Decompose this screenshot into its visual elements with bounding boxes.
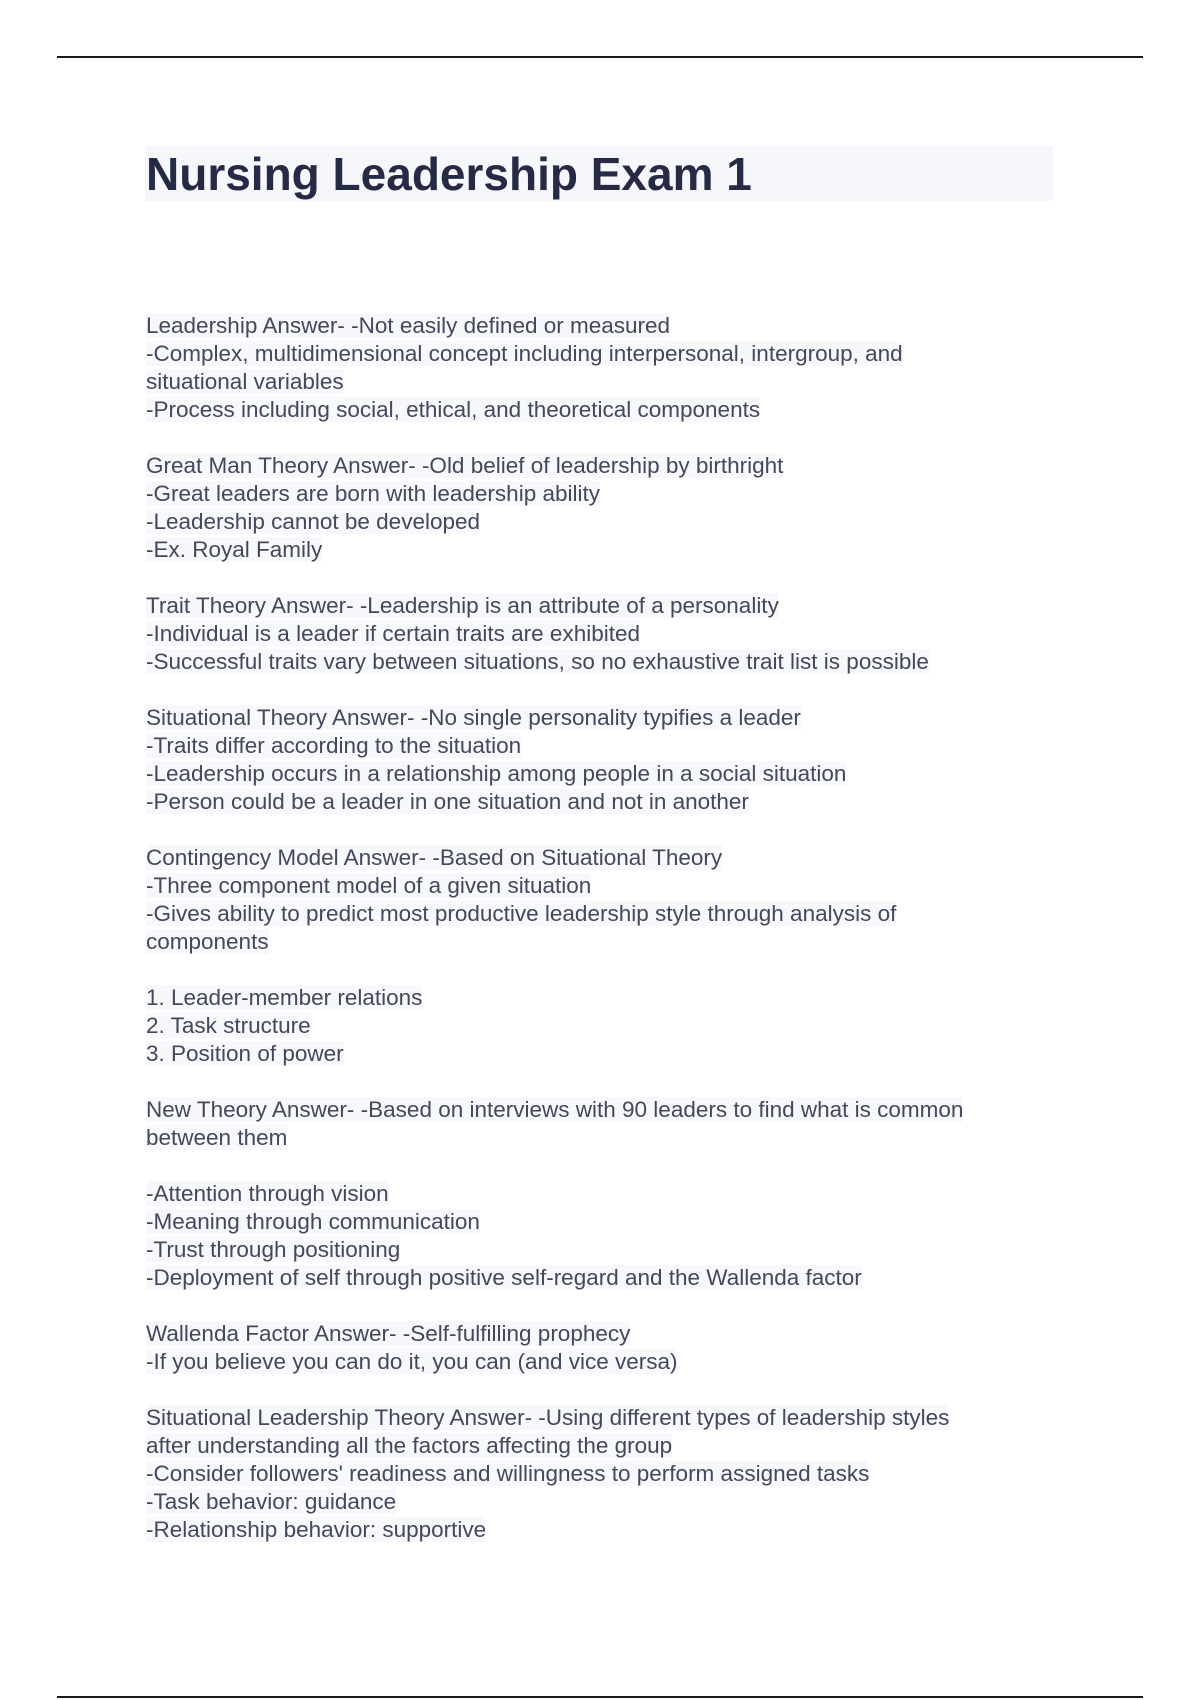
entry-line-text: components (146, 929, 269, 954)
entry-line (146, 536, 1066, 564)
entry-line-text: Leadership Answer- -Not easily defined or measured (146, 313, 671, 338)
entry-line-text: -Successful traits vary between situations, so no exhaustive trait list is possible (146, 649, 929, 674)
entry-line-text: -Attention through vision (146, 1181, 389, 1206)
top-divider (57, 56, 1143, 58)
qa-entry (146, 452, 1066, 564)
qa-entry (146, 984, 1066, 1068)
bottom-divider (57, 1696, 1143, 1698)
entry-line (146, 704, 1066, 732)
entry-line (146, 1180, 1066, 1208)
entry-line-text: -Consider followers' readiness and willingness to perform assigned tasks (146, 1461, 870, 1486)
entry-line (146, 1460, 1066, 1488)
entry-line-text: -Traits differ according to the situation (146, 733, 522, 758)
qa-entry (146, 1404, 1066, 1544)
entry-line-text: Wallenda Factor Answer- -Self-fulfilling prophecy (146, 1321, 631, 1346)
entry-line-text: between them (146, 1125, 288, 1150)
document-title: Nursing Leadership Exam 1 (146, 148, 752, 200)
entry-line-text: -Relationship behavior: supportive (146, 1517, 487, 1542)
document-body (146, 312, 1066, 1572)
entry-line (146, 1040, 1066, 1068)
entry-line-text: 1. Leader-member relations (146, 985, 423, 1010)
entry-line (146, 984, 1066, 1012)
qa-entry (146, 1096, 1066, 1152)
entry-line-text: Contingency Model Answer- -Based on Situational Theory (146, 845, 723, 870)
entry-line-text: -Great leaders are born with leadership ability (146, 481, 600, 506)
entry-line-text: 2. Task structure (146, 1013, 311, 1038)
qa-entry (146, 312, 1066, 424)
entry-line-text: -Task behavior: guidance (146, 1489, 397, 1514)
entry-line (146, 1208, 1066, 1236)
entry-line (146, 1124, 1066, 1152)
entry-line-text: situational variables (146, 369, 344, 394)
entry-line (146, 1096, 1066, 1124)
entry-line (146, 788, 1066, 816)
qa-entry (146, 592, 1066, 676)
qa-entry (146, 1180, 1066, 1292)
entry-line (146, 760, 1066, 788)
entry-line-text: Situational Leadership Theory Answer- -Using different types of leadership styles (146, 1405, 950, 1430)
entry-line (146, 508, 1066, 536)
entry-line (146, 732, 1066, 760)
entry-line (146, 592, 1066, 620)
qa-entry (146, 844, 1066, 956)
entry-line (146, 1404, 1066, 1432)
entry-line (146, 1012, 1066, 1040)
entry-line-text: -Leadership cannot be developed (146, 509, 481, 534)
entry-line (146, 1516, 1066, 1544)
entry-line-text: Trait Theory Answer- -Leadership is an attribute of a personality (146, 593, 779, 618)
entry-line-text: -Deployment of self through positive self-regard and the Wallenda factor (146, 1265, 862, 1290)
entry-line (146, 1236, 1066, 1264)
entry-line (146, 340, 1066, 368)
qa-entry (146, 1320, 1066, 1376)
entry-line-text: -Gives ability to predict most productive leadership style through analysis of (146, 901, 897, 926)
entry-line-text: after understanding all the factors affecting the group (146, 1433, 673, 1458)
entry-line-text: Great Man Theory Answer- -Old belief of leadership by birthright (146, 453, 784, 478)
entry-line-text: -Leadership occurs in a relationship among people in a social situation (146, 761, 847, 786)
entry-line (146, 1488, 1066, 1516)
entry-line (146, 452, 1066, 480)
entry-line (146, 648, 1066, 676)
entry-line (146, 480, 1066, 508)
entry-line (146, 396, 1066, 424)
entry-line (146, 1264, 1066, 1292)
entry-line (146, 1320, 1066, 1348)
entry-line (146, 620, 1066, 648)
entry-line-text: -If you believe you can do it, you can (and vice versa) (146, 1349, 678, 1374)
entry-line (146, 900, 1066, 928)
entry-line-text: -Meaning through communication (146, 1209, 480, 1234)
entry-line-text: 3. Position of power (146, 1041, 344, 1066)
entry-line-text: -Trust through positioning (146, 1237, 401, 1262)
entry-line (146, 872, 1066, 900)
entry-line-text: -Person could be a leader in one situation and not in another (146, 789, 749, 814)
entry-line-text: -Process including social, ethical, and theoretical components (146, 397, 761, 422)
qa-entry (146, 704, 1066, 816)
entry-line (146, 1432, 1066, 1460)
entry-line (146, 1348, 1066, 1376)
entry-line-text: -Three component model of a given situation (146, 873, 592, 898)
entry-line-text: New Theory Answer- -Based on interviews with 90 leaders to find what is common (146, 1097, 964, 1122)
entry-line (146, 928, 1066, 956)
entry-line-text: -Individual is a leader if certain traits are exhibited (146, 621, 641, 646)
entry-line-text: -Complex, multidimensional concept including interpersonal, intergroup, and (146, 341, 903, 366)
entry-line (146, 368, 1066, 396)
entry-line (146, 312, 1066, 340)
entry-line-text: Situational Theory Answer- -No single personality typifies a leader (146, 705, 801, 730)
entry-line (146, 844, 1066, 872)
entry-line-text: -Ex. Royal Family (146, 537, 323, 562)
